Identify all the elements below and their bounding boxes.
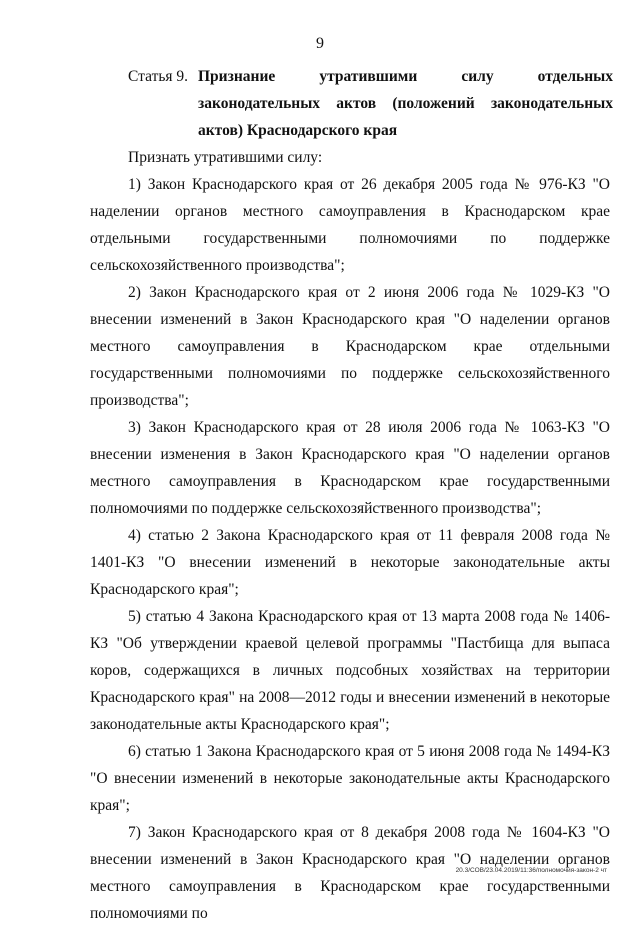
list-item: 6) статью 1 Закона Краснодарского края от 5 июня 2008 года № 1494-КЗ "О внесении изменений в некоторые законодательные акты Краснодарского края";	[90, 743, 610, 814]
list-item: 2) Закон Краснодарского края от 2 июня 2006 года № 1029-КЗ "О внесении изменений в Закон Краснодарского края "О наделении органов местного самоуправления в Краснодарском крае отдельными государственными полномочиями по поддержке сельскохозяйственного производства";	[90, 284, 610, 409]
list-item: 7) Закон Краснодарского края от 8 декабря 2008 года № 1604-КЗ "О внесении изменений в Закон Краснодарского края "О наделении органов местного самоуправления в Краснодарском крае государственными полномочиями по	[90, 824, 610, 922]
page-number: 9	[316, 35, 324, 52]
article-label: Статья 9.	[128, 68, 189, 85]
document-footer-code: 20.3/СОВ/23.04.2019/11:36/полномочия-закон-2 чт	[455, 867, 607, 874]
list-item: 1) Закон Краснодарского края от 26 декабря 2005 года № 976-КЗ "О наделении органов местного самоуправления в Краснодарском крае отдельными государственными полномочиями по поддержке сельскохозяйственного производства";	[90, 176, 610, 274]
list-item: 5) статью 4 Закона Краснодарского края от 13 марта 2008 года № 1406-КЗ "Об утверждении краевой целевой программы "Пастбища для выпаса коров, содержащихся в личных подсобных хозяйствах на территории Краснодарского края" на 2008—2012 годы и внесении изменений в некоторые законодательные акты Краснодарского края";	[90, 608, 610, 733]
article-title: Признание утратившими силу отдельных законодательных актов (положений законодательных актов) Краснодарского края	[198, 68, 613, 139]
article-heading	[128, 63, 613, 144]
article-body	[90, 144, 610, 927]
intro-paragraph: Признать утратившими силу:	[128, 149, 323, 166]
list-item: 4) статью 2 Закона Краснодарского края от 11 февраля 2008 года № 1401-КЗ "О внесении изменений в некоторые законодательные акты Краснодарского края";	[90, 527, 610, 598]
list-item: 3) Закон Краснодарского края от 28 июля 2006 года № 1063-КЗ "О внесении изменения в Закон Краснодарского края "О наделении органов местного самоуправления в Краснодарском крае государственными полномочиями по поддержке сельскохозяйственного производства";	[90, 419, 610, 517]
